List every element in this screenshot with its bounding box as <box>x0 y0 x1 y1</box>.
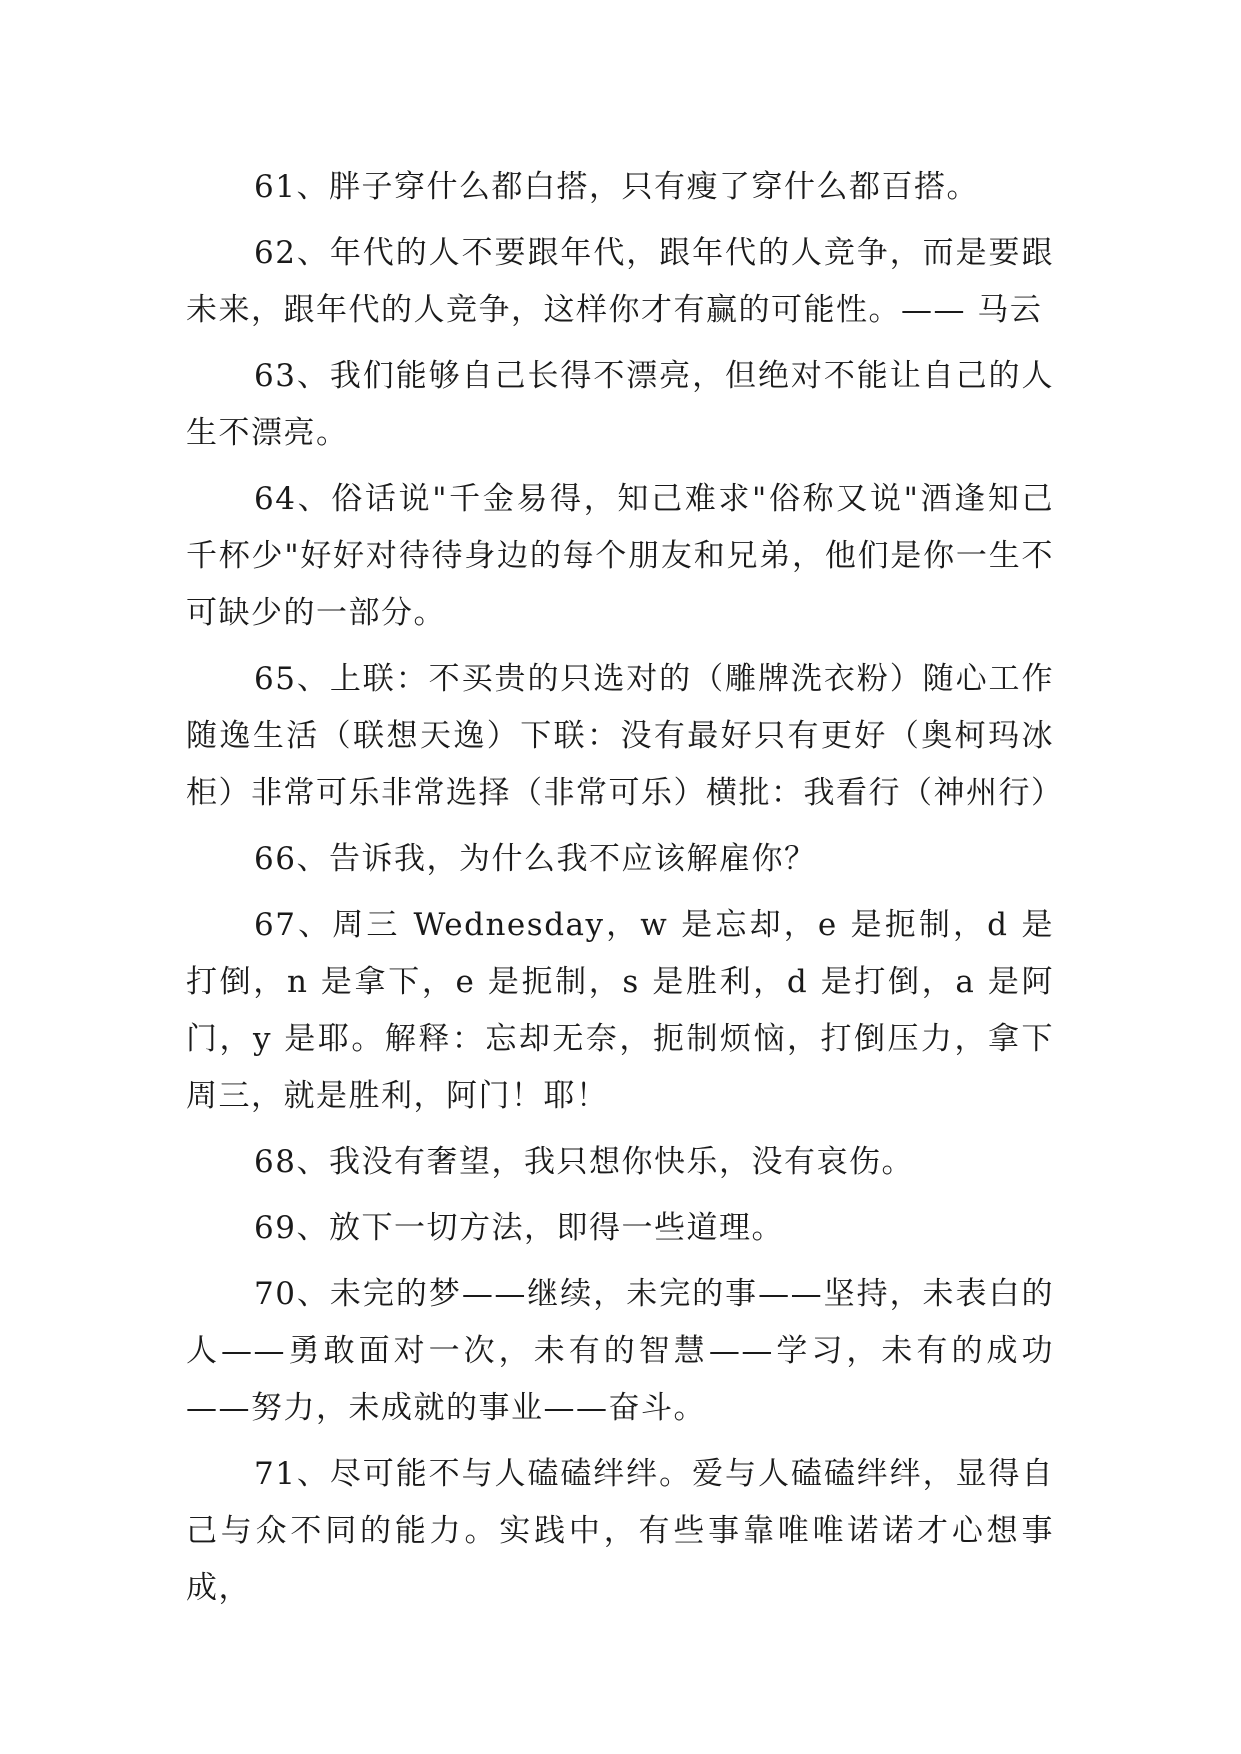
paragraph-66: 66、告诉我，为什么我不应该解雇你？ <box>254 841 817 877</box>
paragraph-71: 71、尽可能不与人磕磕绊绊。爱与人磕磕绊绊，显得自己与众不同的能力。实践中，有些事靠唯唯诺诺才心想事成， <box>186 1456 1054 1606</box>
paragraph-68: 68、我没有奢望，我只想你快乐，没有哀伤。 <box>254 1144 914 1180</box>
paragraph-65: 65、上联：不买贵的只选对的（雕牌洗衣粉）随心工作随逸生活（联想天逸）下联：没有最好只有更好（奥柯玛冰柜）非常可乐非常选择（非常可乐）横批：我看行（神州行） <box>186 661 1064 811</box>
paragraph-61: 61、胖子穿什么都白搭，只有瘦了穿什么都百搭。 <box>254 169 979 205</box>
paragraph-64: 64、俗话说"千金易得，知己难求"俗称又说"酒逢知己千杯少"好好对待待身边的每个朋友和兄弟，他们是你一生不可缺少的一部分。 <box>186 481 1054 631</box>
paragraph-70: 70、未完的梦——继续，未完的事——坚持，未表白的人——勇敢面对一次，未有的智慧——学习，未有的成功——努力，未成就的事业——奋斗。 <box>186 1276 1054 1426</box>
paragraph-63: 63、我们能够自己长得不漂亮，但绝对不能让自己的人生不漂亮。 <box>186 358 1054 451</box>
paragraph-67: 67、周三 Wednesday，w 是忘却，e 是扼制，d 是打倒，n 是拿下，e 是扼制，s 是胜利，d 是打倒，a 是阿门，y 是耶。解释：忘却无奈，扼制烦恼，打倒压力，拿下周三，就是胜利，阿门！耶！ <box>186 907 1054 1114</box>
paragraph-62: 62、年代的人不要跟年代，跟年代的人竞争，而是要跟未来，跟年代的人竞争，这样你才有赢的可能性。—— 马云 <box>186 235 1054 328</box>
document-body <box>186 159 1064 1626</box>
paragraph-69: 69、放下一切方法，即得一些道理。 <box>254 1210 784 1246</box>
